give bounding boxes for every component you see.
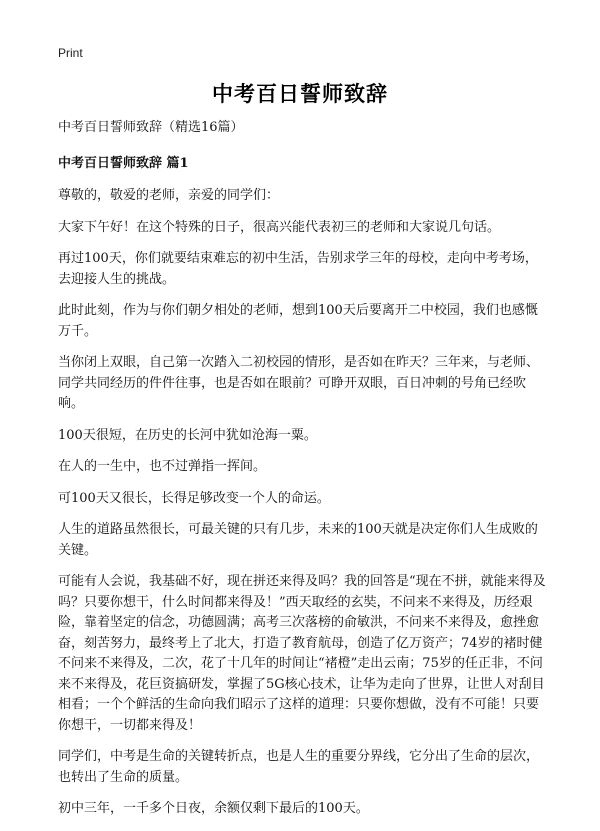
- paragraph: 大家下午好！在这个特殊的日子，很高兴能代表初三的老师和大家说几句话。: [58, 219, 501, 235]
- document-subtitle: 中考百日誓师致辞（精选16篇）: [58, 120, 244, 135]
- article-body: [58, 118, 548, 831]
- paragraph: 再过100天，你们就要结束难忘的初中生活，告别求学三年的母校，走向中考考场，去迎接人生的挑战。: [58, 251, 538, 287]
- paragraph: 可能有人会说，我基础不好，现在拼还来得及吗？我的回答是“现在不拼，就能来得及吗？只要你想干，什么时间都来得及！”西天取经的玄奘，不问来不来得及，历经艰险，靠着坚定的信念，功德圆满；高考三次落榜的俞敏洪，不问来不来得及，愈挫愈奋，刻苦努力，最终考上了北大，打造了教育航母，创造了亿万资产；74岁的褚时健不问来不来得及，二次，花了十几年的时间让“褚橙”走出云南；75岁的任正非，不问来不来得及，花巨资搞研发，掌握了5G核心技术，让华为走向了世界，让世人对刮目相看；一个个鲜活的生命向我们昭示了这样的道理：只要你想做，没有不可能！只要你想干，一切都来得及！: [58, 574, 546, 733]
- paragraph: 初中三年，一千多个日夜，余额仅剩下最后的100天。: [58, 801, 369, 816]
- paragraph-greeting: 尊敬的，敬爱的老师，亲爱的同学们：: [58, 188, 280, 203]
- print-link[interactable]: Print: [58, 46, 83, 60]
- paragraph: 在人的一生中，也不过弹指一挥间。: [58, 459, 267, 474]
- paragraph: 人生的道路虽然很长，可最关键的只有几步，未来的100天就是决定你们人生成败的关键。: [58, 522, 538, 558]
- page-title: 中考百日誓师致辞: [212, 82, 388, 106]
- paragraph: 可100天又很长，长得足够改变一个人的命运。: [58, 490, 330, 506]
- section-heading: 中考百日誓师致辞 篇1: [58, 156, 189, 171]
- paragraph: 同学们，中考是生命的关键转折点，也是人生的重要分界线，它分出了生命的层次，也转出了生命的质量。: [58, 749, 540, 785]
- paragraph: 此时此刻，作为与你们朝夕相处的老师，想到100天后要离开二中校园，我们也感慨万千。: [58, 303, 538, 339]
- paragraph: 100天很短，在历史的长河中犹如沧海一粟。: [58, 427, 317, 443]
- paragraph: 当你闭上双眼，自己第一次踏入二初校园的情形，是否如在昨天？三年来，与老师、同学共同经历的件件往事，也是否如在眼前？可睁开双眼，百日冲刺的号角已经吹响。: [58, 355, 540, 411]
